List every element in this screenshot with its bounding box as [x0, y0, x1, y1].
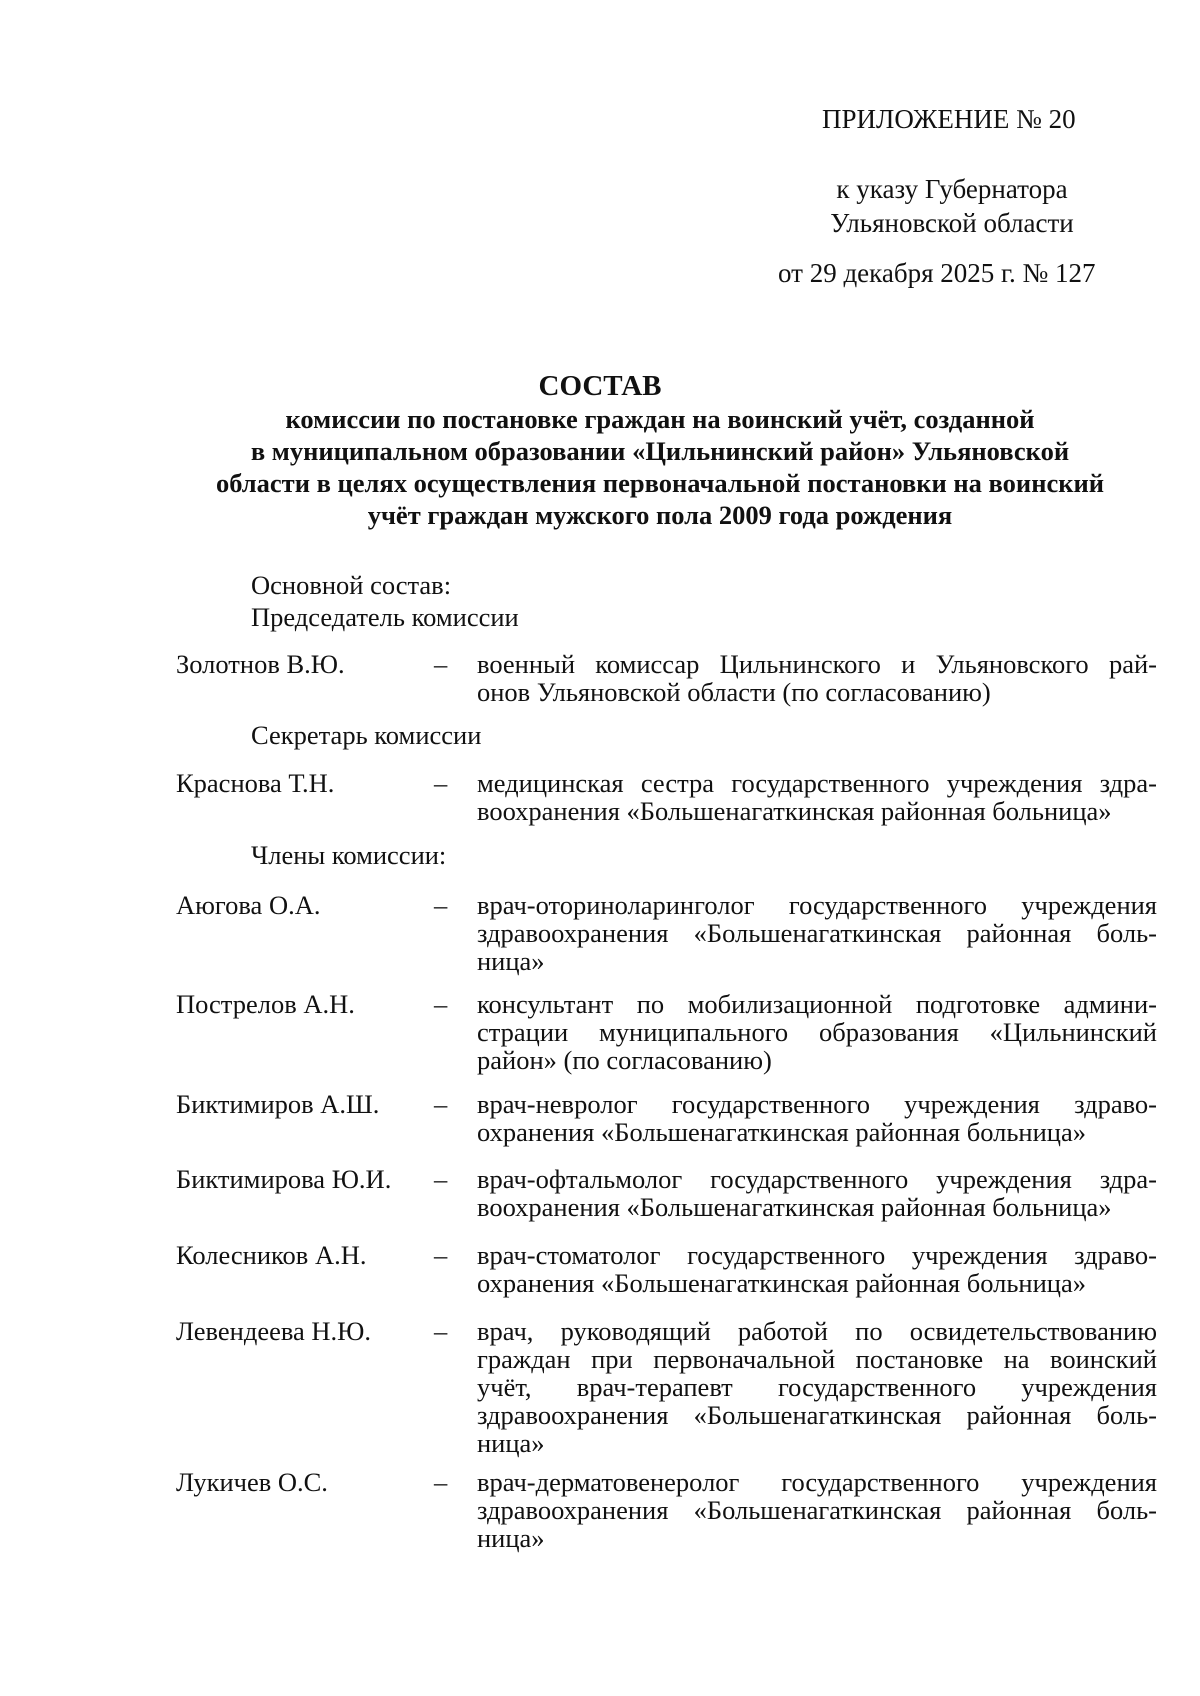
member-role [477, 990, 1157, 1074]
subtitle-line: в муниципальном образовании «Цильнинский район» Ульяновской [250, 436, 1070, 466]
role-line: медицинская сестра государственного учреждения здра- [477, 768, 1157, 798]
member-role [477, 891, 1157, 975]
role-line: район» (по согласованию) [477, 1045, 772, 1075]
member-name: Биктимирова Ю.И. [176, 1164, 392, 1194]
member-role [477, 1090, 1157, 1146]
subtitle-line: учёт граждан мужского пола 2009 года рождения [367, 500, 953, 530]
role-line: воохранения «Большенагаткинская районная больница» [477, 1192, 1112, 1222]
dash-separator: – [434, 1316, 448, 1346]
role-line: ница» [477, 946, 545, 976]
dash-separator: – [434, 1089, 448, 1119]
member-role [477, 1165, 1157, 1221]
decree-line-2: Ульяновской области [830, 208, 1074, 238]
role-line: воохранения «Большенагаткинская районная больница» [477, 796, 1112, 826]
decree-date: от 29 декабря 2025 г. № 127 [778, 258, 1096, 288]
member-role [477, 650, 1157, 706]
role-line: военный комиссар Цильнинского и Ульяновского рай- [477, 649, 1157, 679]
role-line: страции муниципального образования «Цильнинский [477, 1017, 1157, 1047]
section-chairman: Председатель комиссии [251, 602, 519, 632]
decree-line-1: к указу Губернатора [836, 174, 1068, 204]
appendix-number: ПРИЛОЖЕНИЕ № 20 [822, 104, 1076, 134]
dash-separator: – [434, 989, 448, 1019]
role-line: здравоохранения «Большенагаткинская районная боль- [477, 1495, 1157, 1525]
member-role [477, 1468, 1157, 1552]
document-subtitle [180, 403, 1140, 531]
dash-separator: – [434, 768, 448, 798]
role-line: здравоохранения «Большенагаткинская районная боль- [477, 918, 1157, 948]
role-line: врач-стоматолог государственного учреждения здраво- [477, 1240, 1157, 1270]
role-line: врач-офтальмолог государственного учреждения здра- [477, 1164, 1157, 1194]
role-line: ница» [477, 1523, 545, 1553]
role-line: консультант по мобилизационной подготовке админи- [477, 989, 1157, 1019]
member-name: Пострелов А.Н. [176, 989, 355, 1019]
member-name: Колесников А.Н. [176, 1240, 367, 1270]
role-line: здравоохранения «Большенагаткинская районная боль- [477, 1400, 1157, 1430]
dash-separator: – [434, 649, 448, 679]
section-main-composition: Основной состав: [251, 570, 452, 600]
dash-separator: – [434, 1164, 448, 1194]
subtitle-line: комиссии по постановке граждан на воинский учёт, созданной [285, 404, 1035, 434]
role-line: учёт, врач-терапевт государственного учреждения [477, 1372, 1157, 1402]
role-line: врач-оториноларинголог государственного учреждения [477, 890, 1157, 920]
role-line: врач-невролог государственного учреждения здраво- [477, 1089, 1157, 1119]
member-name: Золотнов В.Ю. [176, 649, 345, 679]
role-line: охранения «Большенагаткинская районная больница» [477, 1268, 1086, 1298]
member-name: Краснова Т.Н. [176, 768, 335, 798]
decree-reference [822, 172, 1082, 240]
subtitle-line: области в целях осуществления первоначальной постановки на воинский [215, 468, 1105, 498]
role-line: онов Ульяновской области (по согласованию) [477, 677, 991, 707]
dash-separator: – [434, 1467, 448, 1497]
member-role [477, 1241, 1157, 1297]
role-line: охранения «Большенагаткинская районная больница» [477, 1117, 1086, 1147]
section-secretary: Секретарь комиссии [251, 720, 482, 750]
document-title: СОСТАВ [538, 370, 662, 402]
role-line: врач-дерматовенеролог государственного учреждения [477, 1467, 1157, 1497]
member-name: Аюгова О.А. [176, 890, 321, 920]
member-role [477, 1317, 1157, 1457]
section-members: Члены комиссии: [251, 840, 447, 870]
role-line: ница» [477, 1428, 545, 1458]
member-role [477, 769, 1157, 825]
dash-separator: – [434, 890, 448, 920]
member-name: Биктимиров А.Ш. [176, 1089, 380, 1119]
dash-separator: – [434, 1240, 448, 1270]
role-line: граждан при первоначальной постановке на воинский [477, 1344, 1157, 1374]
member-name: Левендеева Н.Ю. [176, 1316, 372, 1346]
role-line: врач, руководящий работой по освидетельствованию [477, 1316, 1157, 1346]
member-name: Лукичев О.С. [176, 1467, 328, 1497]
